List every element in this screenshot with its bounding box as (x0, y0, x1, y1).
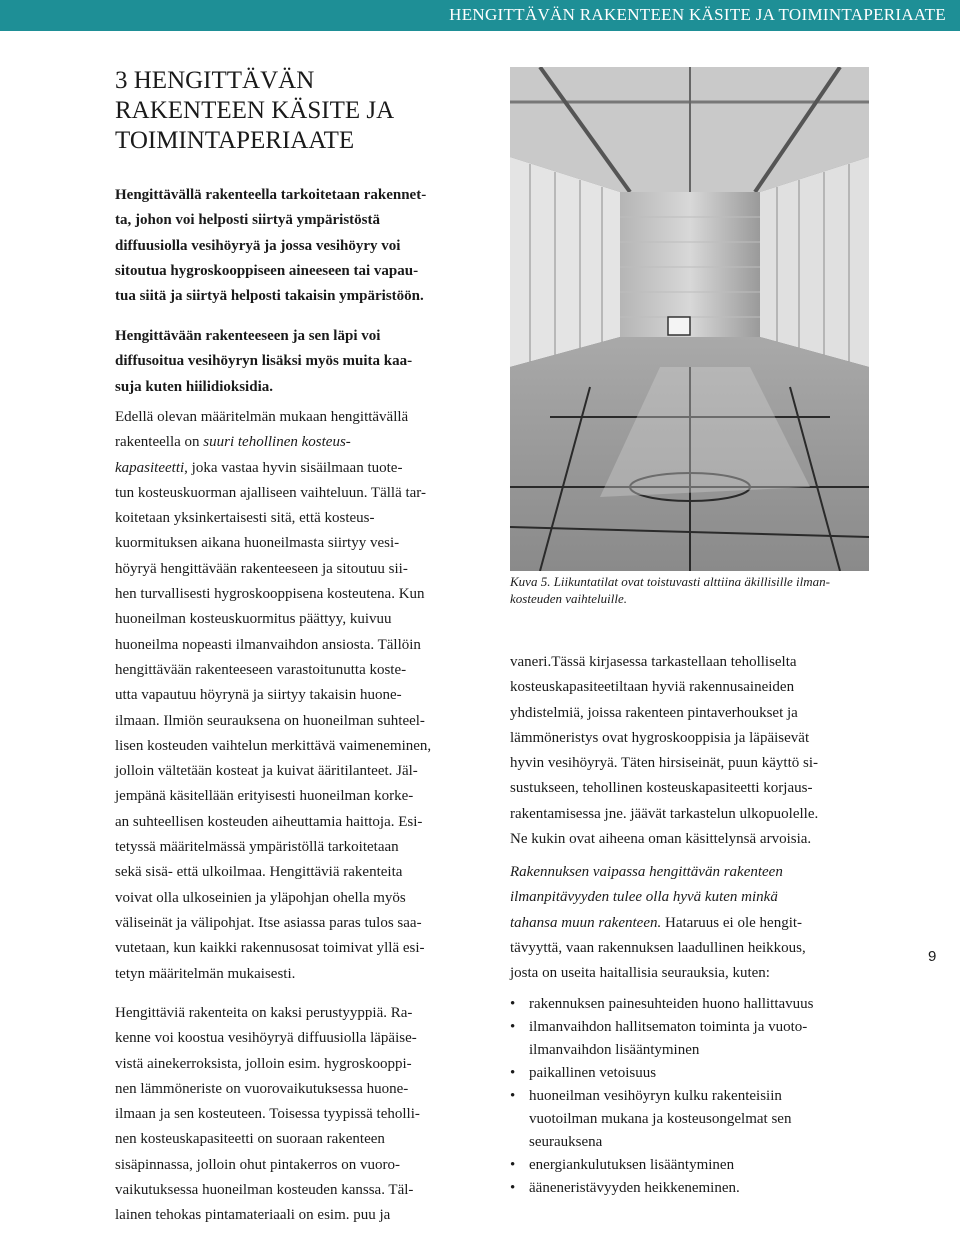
chapter-title-line: 3 HENGITTÄVÄN (115, 67, 315, 94)
gym-hall-photo (510, 67, 869, 571)
body-paragraph-1 (115, 405, 473, 987)
list-item: • paikallinen vetoisuus (510, 1062, 870, 1085)
body-text: Edellä olevan määritelmän mukaan hengittävällä rakenteella on (115, 409, 409, 451)
body-paragraph-2: Hengittäviä rakenteita on kaksi perustyyppiä. Ra- kenne voi koostua vesihöyryä diffuusiolla läpäise- vistä ainekerroksista, jolloin esim. hygroskooppi- nen lämmöneriste on vuorovaikutuksessa huone- ilmaan ja sen kosteuteen. Toisessa tyypissä teholli- nen kosteuskapasiteetti on suoraan rakenteen sisäpinnassa, jolloin ohut pintakerros on vuoro- vaikutuksessa huoneilman kosteuden kanssa. Täl- lainen tehokas pintamateriaali on esim. puu ja (115, 1005, 420, 1224)
emphasis-text: Rakennuksen vaipassa hengittävän rakenteen ilmanpitävyyden tulee olla hyvä kuten minkä tahansa muun rakenteen. (510, 864, 783, 931)
page-number: 9 (928, 948, 937, 965)
list-item: • ääneneristävyyden heikkeneminen. (510, 1177, 870, 1200)
intro-co2-note: Hengittävään rakenteeseen ja sen läpi voi diffusoitua vesihöyryn lisäksi myös muita kaa- suja kuten hiilidioksidia. (115, 328, 413, 395)
intro-definition: Hengittävällä rakenteella tarkoitetaan rakennet- ta, johon voi helposti siirtyä ympäristöstä diffuusiolla vesihöyryä ja jossa vesihöyry voi sitoutua hygroskooppiseen aineeseen tai vapau- tua siitä ja siirtyä helposti takaisin ympäristöön. (115, 187, 427, 305)
consequences-list (510, 993, 870, 1200)
right-body-paragraph-1: vaneri.Tässä kirjasessa tarkastellaan teholliselta kosteuskapasiteetiltaan hyviä rakennusaineiden yhdistelmiä, joissa rakenteen pintaverhoukset ja lämmöneristys ovat hygroskooppisia ja läpäisevät hyvin vesihöyryä. Täten hirsiseinät, puun käyttö si- sustukseen, tehollinen kosteuskapasiteetti korjaus- rakentamisessa jne. jäävät tarkastelun ulkopuolelle. Ne kukin ovat aiheena oman käsittelynsä arvoisia. (510, 654, 819, 848)
list-item: • huoneilman vesihöyryn kulku rakenteisiin vuotoilman mukana ja kosteusongelmat sen seurauksena (510, 1085, 870, 1154)
chapter-title-line: TOIMINTAPERIAATE (115, 127, 355, 154)
list-item: • ilmanvaihdon hallitsematon toiminta ja vuoto- ilmanvaihdon lisääntyminen (510, 1016, 870, 1062)
chapter-title-line: RAKENTEEN KÄSITE JA (115, 97, 395, 124)
chapter-title (115, 66, 475, 156)
figure-caption: Kuva 5. Liikuntatilat ovat toistuvasti alttiina äkillisille ilman- kosteuden vaihteluille. (510, 574, 830, 606)
right-body-paragraph-2 (510, 860, 869, 986)
running-header-title: HENGITTÄVÄN RAKENTEEN KÄSITE JA TOIMINTAPERIAATE (449, 5, 946, 24)
body-text: , joka vastaa hyvin sisäilmaan tuote- tun kosteuskuorman ajalliseen vaihteluun. Tällä tar- koitetaan yksinkertaisesti sitä, että kosteus- kuormituksen aikana huoneilmasta siirtyy vesi- höyryä hengittävään rakenteeseen ja sitoutuu sii- hen turvallisesti hygroskooppisena kosteutena. Kun huoneilman kosteuskuormitus päättyy, kuivuu huoneilma nopeasti ilmanvaihdon ansiosta. Tällöin hengittävään rakenteeseen varastoitunutta koste- utta vapautuu höyrynä ja siirtyy takaisin huone- ilmaan. Ilmiön seurauksena on huoneilman suhteel- lisen kosteuden vaihtelun merkittävä vaimeneminen, jolloin vältetään kosteat ja kuivat ääritilanteet. Jäl- jempänä käsitellään erityisesti huoneilman korke- an suhteellisen kosteuden aiheuttamia haittoja. Esi- tetyssä määritelmässä ympäristöllä tarkoitetaan sekä sisä- että ulkoilmaa. Hengittäviä rakenteita voivat olla ulkoseinien ja yläpohjan ohella myös väliseinät ja välipohjat. Itse asiassa paras tulos saa- vutetaan, kun kaikki rakennusosat toimivat yllä esi- tetyn määritelmän mukaisesti. (115, 459, 432, 982)
running-header-band (0, 0, 960, 31)
emphasis-text: suuri tehollinen kosteus- kapasiteetti (115, 434, 351, 476)
body-text: Hataruus ei ole hengit- tävyyttä, vaan rakennuksen laadullinen heikkous, josta on useita haitallisia seurauksia, kuten: (510, 914, 806, 982)
list-item: • rakennuksen painesuhteiden huono hallittavuus (510, 993, 870, 1016)
list-item: • energiankulutuksen lisääntyminen (510, 1154, 870, 1177)
